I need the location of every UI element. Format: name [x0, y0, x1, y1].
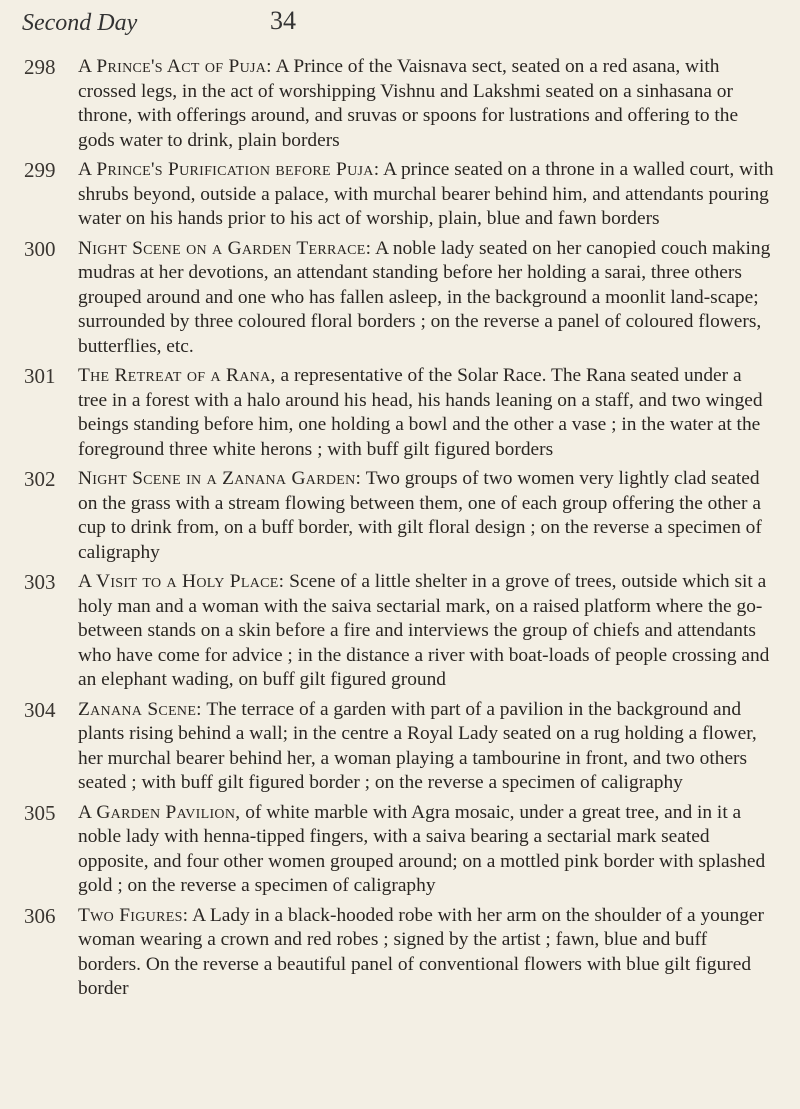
- page-header: [22, 6, 778, 40]
- lot-title: Night Scene on a Garden Terrace:: [78, 237, 372, 259]
- lot-306: [24, 904, 780, 1002]
- lot-299: [24, 158, 780, 232]
- lot-title: A Visit to a Holy Place:: [78, 571, 285, 592]
- lot-305: [24, 801, 780, 899]
- lot-text: A noble lady seated on her canopied couch making mudras at her devotions, an attendant standing before her holding a sarai, three others grouped around and one who has fallen asleep, in the background a moonlit land-scape; surrounded by three coloured floral borders ; on the reverse a panel of coloured flowers, butterflies, etc.: [78, 237, 771, 357]
- lot-description: [78, 158, 780, 232]
- lot-text: Scene of a little shelter in a grove of trees, outside which sit a holy man and a woman with the saiva sectarial mark, on a raised platform where the go-between stands on a skin before a fire and interviews the group of chiefs and attendants who have come for advice ; in the distance a river with boat-loads of people crossing and an elephant wading, on buff gilt figured ground: [78, 571, 770, 690]
- lot-title: The Retreat of a Rana,: [78, 365, 276, 386]
- lot-number: 303: [24, 570, 56, 594]
- lot-number: 300: [24, 236, 56, 261]
- page-number: 34: [270, 6, 296, 35]
- lot-text: A Prince of the Vaisnava sect, seated on a red asana, with crossed legs, in the act of worshipping Vishnu and Lakshmi seated on a sinhasana or throne, with offerings around, and sruvas or spoons for lustrations and offering to the gods water to drink, plain borders: [78, 56, 739, 151]
- lot-number: 305: [24, 800, 56, 825]
- lot-description: [78, 570, 780, 693]
- lot-number: 304: [24, 697, 56, 722]
- lot-title: A Prince's Purification before Puja:: [78, 159, 380, 180]
- lot-text: Two groups of two women very lightly clad seated on the grass with a stream flowing between them, one of each group offering the other a cup to drink from, on a buff border, with gilt floral design ; on the reverse a specimen of caligraphy: [78, 468, 762, 563]
- lot-description: [78, 55, 780, 153]
- lot-description: [78, 904, 780, 1002]
- lot-description: [78, 467, 780, 565]
- lot-title: Two Figures:: [78, 904, 189, 926]
- lot-number: 302: [24, 467, 56, 491]
- lot-number: 298: [24, 55, 56, 79]
- lot-number: 301: [24, 364, 56, 388]
- lot-title: Zanana Scene:: [78, 698, 202, 720]
- lot-304: [24, 698, 780, 796]
- lot-title: A Garden Pavilion,: [78, 801, 241, 823]
- lot-text: of white marble with Agra mosaic, under a great tree, and in it a noble lady with henna-tipped fingers, with a saiva bearing a sectarial mark seated opposite, and four other women grouped around; on a mottled pink border with splashed gold ; on the reverse a specimen of caligraphy: [78, 801, 766, 896]
- lot-number: 306: [24, 903, 56, 928]
- lot-text: A prince seated on a throne in a walled court, with shrubs beyond, outside a palace, with murchal bearer behind him, and attendants pouring water on his hands prior to his act of worship, plain, blue and fawn borders: [78, 159, 774, 229]
- lot-description: [78, 801, 780, 899]
- running-head: Second Day: [22, 10, 138, 36]
- lot-description: [78, 698, 780, 796]
- lot-301: [24, 364, 780, 462]
- lot-text: The terrace of a garden with part of a pavilion in the background and plants rising behind a wall; in the centre a Royal Lady seated on a rug holding a flower, her murchal bearer behind her, a woman playing a tambourine in front, and two others seated ; with buff gilt figured border ; on the reverse a specimen of caligraphy: [78, 698, 757, 793]
- lot-description: [78, 237, 780, 360]
- lot-description: [78, 364, 780, 462]
- lot-text: A Lady in a black-hooded robe with her arm on the shoulder of a younger woman wearing a crown and red robes ; signed by the artist ; fawn, blue and buff borders. On the reverse a beautiful panel of conventional flowers with blue gilt figured border: [78, 904, 764, 999]
- lot-text: a representative of the Solar Race. The Rana seated under a tree in a forest with a halo around his head, his hands leaning on a staff, and two winged beings standing before him, one holding a bowl and the other a vase ; in the water at the foreground three white herons ; with buff gilt figured borders: [78, 365, 763, 460]
- lot-number: 299: [24, 158, 56, 182]
- lot-298: [24, 55, 780, 153]
- lot-title: Night Scene in a Zanana Garden:: [78, 468, 362, 489]
- lot-list: [24, 55, 780, 1007]
- lot-303: [24, 570, 780, 693]
- lot-300: [24, 237, 780, 360]
- lot-title: A Prince's Act of Puja:: [78, 56, 272, 77]
- lot-302: [24, 467, 780, 565]
